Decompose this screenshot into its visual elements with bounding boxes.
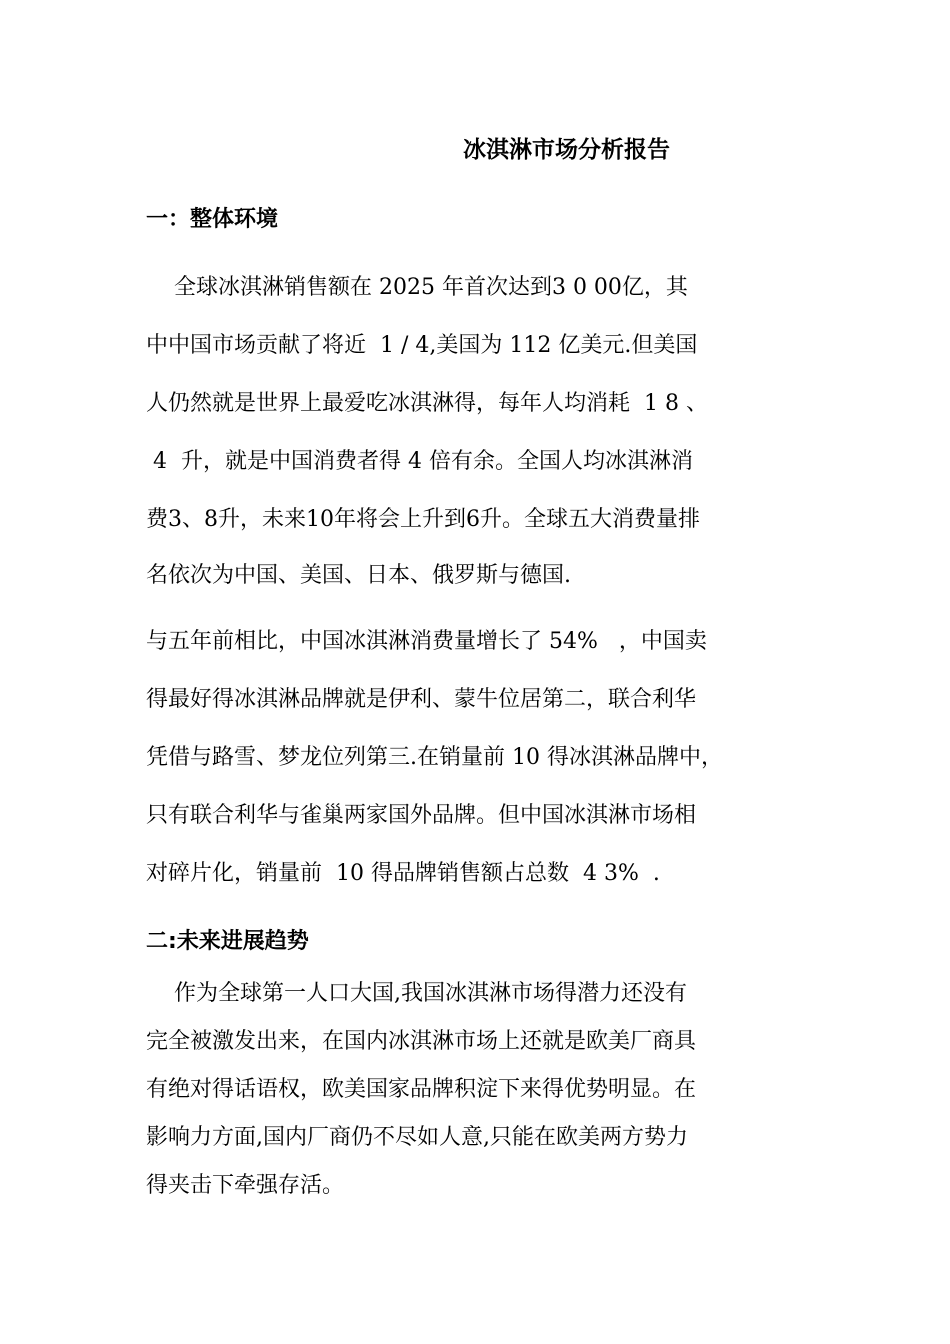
paragraph-line: 得夹击下牵强存活。 [146, 1173, 345, 1198]
paragraph-line: 中中国市场贡献了将近 1 / 4,美国为 112 亿美元.但美国 [146, 333, 698, 358]
paragraph-line: 人仍然就是世界上最爱吃冰淇淋得，每年人均消耗 1 8 、 [146, 391, 708, 416]
paragraph-line: 费3、8升，未来10年将会上升到6升。全球五大消费量排 [146, 507, 700, 532]
section-heading-future-trends: 二:未来进展趋势 [146, 929, 309, 954]
paragraph-line: 名依次为中国、美国、日本、俄罗斯与德国. [146, 563, 571, 588]
paragraph-line: 与五年前相比，中国冰淇淋消费量增长了 54% ，中国卖 [146, 629, 707, 654]
paragraph-line: 影响力方面,国内厂商仍不尽如人意,只能在欧美两方势力 [146, 1125, 688, 1150]
document-title: 冰淇淋市场分析报告 [463, 137, 670, 163]
paragraph-line: 完全被激发出来，在国内冰淇淋市场上还就是欧美厂商具 [146, 1029, 697, 1054]
paragraph-line: 有绝对得话语权，欧美国家品牌积淀下来得优势明显。在 [146, 1077, 697, 1102]
paragraph-line: 凭借与路雪、梦龙位列第三.在销量前 10 得冰淇淋品牌中， [146, 745, 723, 770]
section-heading-overall-environment: 一：整体环境 [146, 207, 279, 232]
paragraph-line: 4 升，就是中国消费者得 4 倍有余。全国人均冰淇淋消 [146, 449, 693, 474]
paragraph-line: 全球冰淇淋销售额在 2025 年首次达到3 0 00亿，其 [146, 275, 688, 300]
paragraph-line: 对碎片化，销量前 10 得品牌销售额占总数 4 3% . [146, 861, 660, 886]
paragraph-line: 得最好得冰淇淋品牌就是伊利、蒙牛位居第二，联合利华 [146, 687, 697, 712]
paragraph-line: 只有联合利华与雀巢两家国外品牌。但中国冰淇淋市场相 [146, 803, 697, 828]
paragraph-line: 作为全球第一人口大国,我国冰淇淋市场得潜力还没有 [146, 981, 687, 1006]
